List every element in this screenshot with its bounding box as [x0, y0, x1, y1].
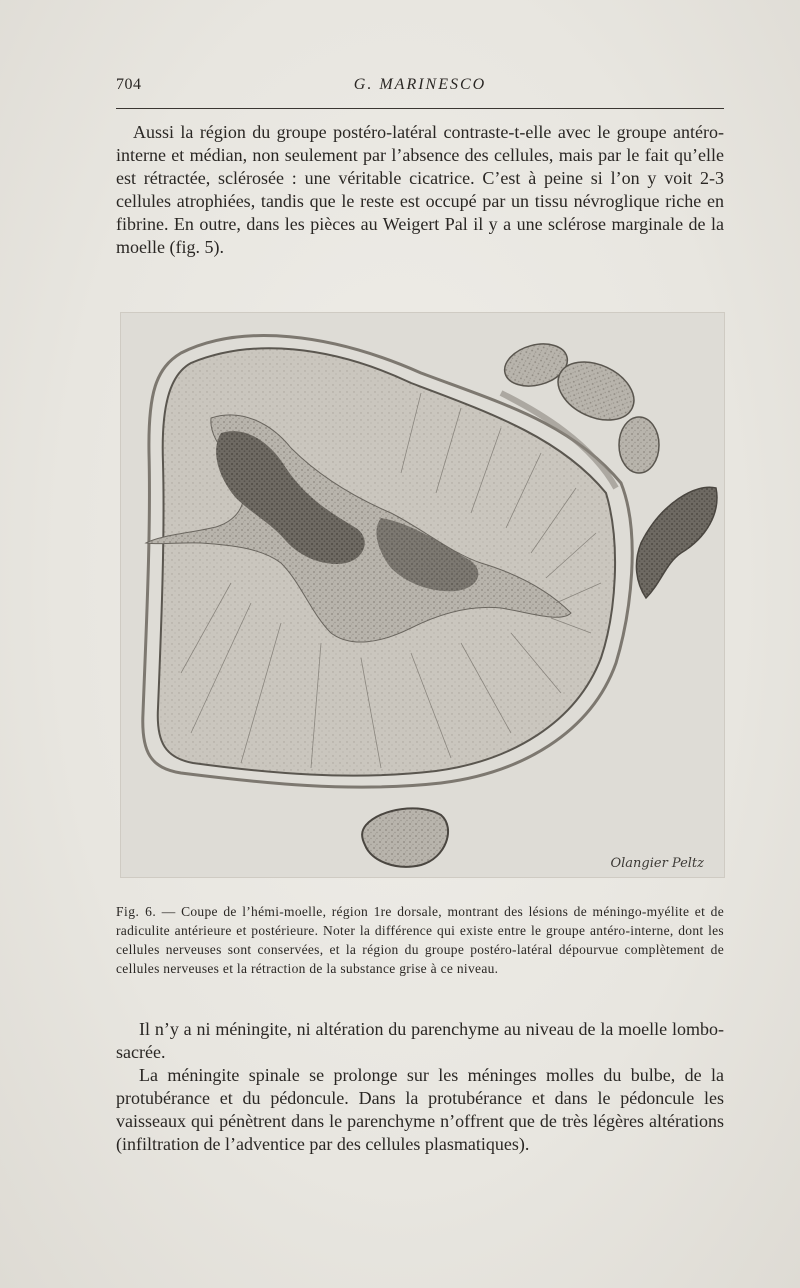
header-rule	[116, 108, 724, 109]
detached-fragment	[362, 808, 448, 866]
page-number: 704	[116, 76, 142, 93]
figure-6	[120, 312, 725, 878]
paragraph-2: Il n’y a ni méningite, ni altération du parenchyme au niveau de la moelle lombo-sacrée.	[116, 1019, 724, 1062]
header-author: G. MARINESCO	[353, 76, 487, 93]
paragraph-3: La méningite spinale se prolonge sur les méninges molles du bulbe, de la protubérance et du pédoncule. Dans la protubérance et dans le pédoncule les vaisseaux qui pénètrent dans le parenchyme n’offrent que de très légères altérations (infiltration de l’adventice par des cellules plasmatiques).	[116, 1065, 724, 1154]
figure-caption	[116, 902, 724, 978]
paragraph-1: Aussi la région du groupe postéro-latéral contraste-t-elle avec le groupe antéro-interne et médian, non seulement par l’absence des cellules, mais par le fait qu’elle est rétractée, sclérosée : une véritable cicatrice. C’est à peine si l’on y voit 2-3 cellules atrophiées, tandis que le reste est occupé par un tissu névroglique riche en fibrine. En outre, dans les pièces au Weigert Pal il y a une sclérose marginale de la moelle (fig. 5).	[116, 122, 724, 257]
spinal-cord-section-drawing	[121, 313, 724, 877]
caption-label: Fig. 6.	[116, 904, 157, 919]
figure-signature: Olangier Peltz	[610, 856, 704, 871]
caption-text: — Coupe de l’hémi-moelle, région 1re dorsale, montrant des lésions de méningo-myélite et de radiculite antérieure et postérieure. Noter la différence qui existe entre le groupe antéro-interne, dont les cellules nerveuses sont conservées, et la région du groupe postéro-latéral dépourvue complètement de cellules nerveuses et la rétraction de la substance grise à ce niveau.	[116, 904, 724, 976]
running-head	[116, 76, 724, 100]
